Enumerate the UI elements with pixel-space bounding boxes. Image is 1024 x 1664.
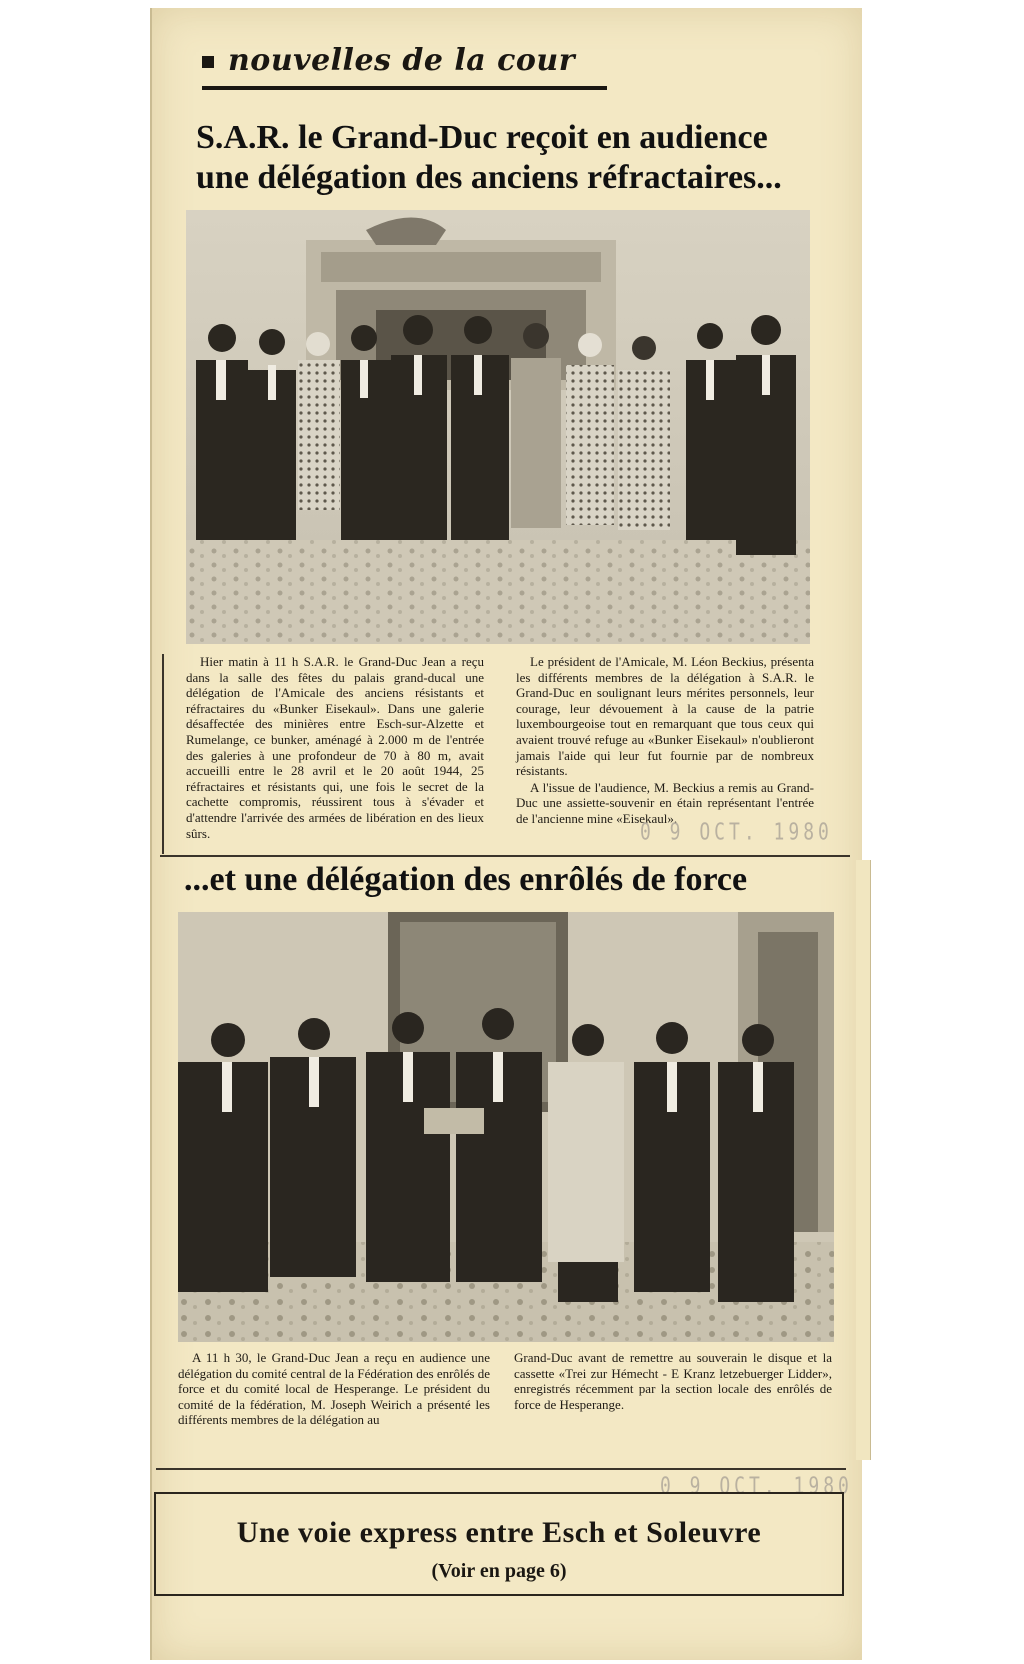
promo-page-reference: (Voir en page 6) xyxy=(431,1560,567,1582)
promo-box xyxy=(154,1492,844,1596)
article2-column-right xyxy=(514,1350,832,1412)
clipping-edge xyxy=(856,860,871,1460)
article2-left-paragraph: A 11 h 30, le Grand-Duc Jean a reçu en audience une délégation du comité central de la Fédération des enrôlés de force et du comité local de Hesperange. Le président du comité de la fédération, M. Joseph Weirich a présenté les différents membres de la délégation au xyxy=(178,1350,490,1428)
article1-headline-line2: une délégation des anciens réfractaires... xyxy=(196,159,782,196)
article2-right-paragraph: Grand-Duc avant de remettre au souverain le disque et la cassette «Trei zur Hémecht - E Kranz letzebuerger Lidder», enregistrés récemment par la section locale des enrôlés de force de Hesperange. xyxy=(514,1350,832,1412)
article2-column-left xyxy=(178,1350,490,1428)
column-divider-top xyxy=(162,654,164,854)
section-rule xyxy=(202,86,607,90)
article1-column-right xyxy=(516,654,814,827)
bullet-square-icon xyxy=(202,56,214,68)
photo-enroles-de-force-delegation xyxy=(178,912,834,1342)
photo-resistants-delegation xyxy=(186,210,810,644)
article1-headline-line1: S.A.R. le Grand-Duc reçoit en audience xyxy=(196,119,768,156)
article2-headline: ...et une délégation des enrôlés de force xyxy=(184,861,748,898)
article1-column-left xyxy=(186,654,484,841)
section-label: nouvelles de la cour xyxy=(202,36,622,86)
promo-title: Une voie express entre Esch et Soleuvre xyxy=(236,1516,762,1549)
article1-right-paragraph-2: A l'issue de l'audience, M. Beckius a remis au Grand-Duc une assiette-souvenir en étain représentant l'entrée de l'ancienne mine «Eisekaul». xyxy=(516,779,814,826)
date-stamp-1: 0 9 OCT. 1980 xyxy=(640,818,833,847)
section-divider xyxy=(160,855,850,857)
article2-bottom-rule xyxy=(156,1468,846,1470)
article1-left-paragraph: Hier matin à 11 h S.A.R. le Grand-Duc Jean a reçu dans la salle des fêtes du palais grand-ducal une délégation de l'Amicale des anciens résistants et réfractaires du «Bunker Eisekaul». Dans une galerie désaffectée des minières entre Esch-sur-Alzette et Rumelange, ce bunker, aménagé à 2.000 m de l'entrée des galeries à une profondeur de 70 à 80 m, avait accueilli entre le 28 avril et le 20 août 1944, 25 réfractaires et résistants qui, une fois le secret de la cachette compromis, réussirent tous à s'évader et d'attendre l'arrivée des armées de libération en des lieux sûrs. xyxy=(186,654,484,841)
date-stamp-2: 0 9 OCT. 1980 xyxy=(660,1472,853,1501)
article1-right-paragraph-1: Le président de l'Amicale, M. Léon Beckius, présenta les différents membres de la délégation à S.A.R. le Grand-Duc en soulignant leurs mérites personnels, leur courage, leur dévouement à la cause de la patrie luxembourgeoise tout en remarquant que tous ceux qui avaient trouvé refuge au «Bunker Eisekaul» n'oublieront jamais l'aide qui leur fut fournie par de nombreux résistants. xyxy=(516,654,814,779)
